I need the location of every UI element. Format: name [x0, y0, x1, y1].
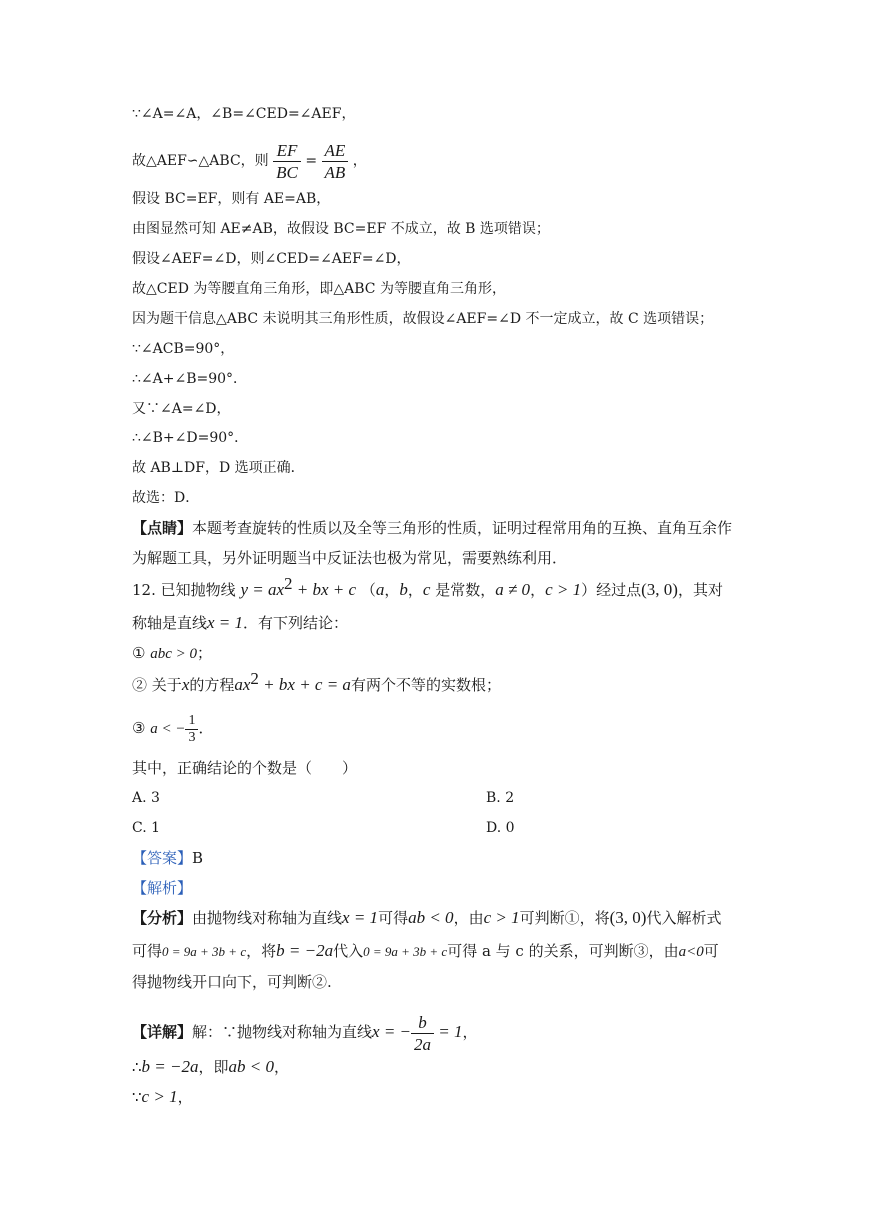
commentary-text: 本题考查旋转的性质以及全等三角形的性质，证明过程常用角的互换、直角互余作: [192, 519, 733, 537]
expression: abc > 0: [150, 646, 198, 662]
analysis-line-3: 得抛物线开口向下，可判断②.: [132, 973, 332, 991]
var-c: c: [422, 580, 431, 599]
proof-line-4: 由图显然可知 AE≠AB，故假设 BC=EF 不成立，故 B 选项错误；: [132, 221, 550, 237]
stem-text: （: [360, 581, 376, 599]
comma: ，: [352, 153, 367, 169]
conclusion-3: [132, 708, 214, 749]
condition-c: c > 1: [545, 580, 582, 599]
detail-text: ∴: [132, 1058, 142, 1076]
similar-triangles-text: 故△AEF∽△ABC，则: [132, 153, 269, 169]
analysis-text: 可得: [132, 942, 163, 960]
proof-line-11: ∴∠B+∠D=90°．: [132, 430, 249, 446]
marker-2: ②: [132, 676, 148, 694]
question-stem-line-2: [132, 613, 348, 633]
analysis-heading: 【解析】: [132, 879, 193, 897]
commentary-line-2: 为解题工具，另外证明题当中反证法也极为常见，需要熟练利用．: [132, 549, 568, 567]
analysis-text: 可判断①，将: [519, 909, 610, 927]
condition-a: a ≠ 0: [495, 580, 531, 599]
expression: a < −: [150, 721, 186, 737]
proof-line-3: 假设 BC=EF，则有 AE=AB，: [132, 191, 331, 207]
answer-value: B: [192, 849, 204, 867]
stem-text: ，其对: [677, 581, 723, 599]
detail-text: 解：∵抛物线对称轴为直线: [192, 1023, 373, 1041]
inequality: c > 1: [483, 908, 520, 927]
analysis-text: ，由: [453, 909, 484, 927]
equation: 0 = 9a + 3b + c: [363, 944, 448, 959]
detail-text: ，: [462, 1023, 478, 1041]
equation: $ax^2$ + bx + c = a: [234, 669, 351, 694]
point: (3, 0): [641, 580, 678, 599]
equals-one: = 1: [434, 1022, 463, 1041]
analysis-tag: 【分析】: [132, 909, 193, 927]
analysis-text: ，将: [246, 942, 277, 960]
point: (3, 0): [609, 908, 647, 927]
axis-equation: x = 1: [342, 908, 379, 927]
proof-line-2: [132, 138, 367, 184]
stem-text: 称轴是直线: [132, 614, 208, 632]
answer-tag: 【答案】: [132, 849, 193, 867]
axis-equation: x = 1: [207, 613, 244, 632]
proof-line-5: 假设∠AEF=∠D，则∠CED=∠AEF=∠D，: [132, 251, 411, 267]
question-prompt: 其中，正确结论的个数是（ ）: [132, 759, 358, 777]
fraction-b-over-2a: $\frac{b}{2a}$: [411, 1012, 434, 1055]
option-b: B. 2: [486, 790, 515, 806]
analysis-text: 可: [703, 942, 719, 960]
analysis-text: 可得 a 与 c 的关系，可判断③，由: [447, 942, 679, 960]
option-c: C. 1: [132, 820, 161, 836]
question-stem-line-1: [132, 574, 723, 600]
marker-3: ③: [132, 719, 146, 737]
detail-line-3: [132, 1087, 193, 1107]
commentary-line-1: [132, 518, 732, 538]
var-b: b: [399, 580, 408, 599]
stem-text: ，: [530, 581, 546, 599]
detail-text: ，即: [198, 1058, 229, 1076]
stem-text: 是常数，: [430, 581, 496, 599]
equals-sign: =: [305, 153, 318, 169]
stem-text: ．: [198, 719, 214, 737]
proof-line-10: 又∵∠A=∠D，: [132, 401, 231, 417]
equation: 0 = 9a + 3b + c: [162, 944, 247, 959]
proof-line-6: 故△CED 为等腰直角三角形，即△ABC 为等腰直角三角形，: [132, 281, 506, 297]
analysis-line-1: [132, 908, 721, 928]
proof-line-12: 故 AB⊥DF，D 选项正确．: [132, 460, 305, 476]
question-number: 12.: [132, 581, 156, 599]
fraction-one-third: $\frac{1}{3}$: [185, 713, 198, 746]
option-d: D. 0: [486, 820, 515, 836]
stem-text: 关于: [151, 676, 182, 694]
inequality: ab < 0: [228, 1057, 274, 1076]
detail-line-1: [132, 1008, 478, 1056]
axis-equation: x = −: [372, 1022, 412, 1041]
stem-text: ；: [197, 644, 213, 662]
stem-text: ）经过点: [581, 581, 642, 599]
equation: b = −2a: [141, 1057, 199, 1076]
stem-text: ，: [384, 581, 400, 599]
stem-text: 已知抛物线: [160, 581, 236, 599]
fraction-ef-bc: $\frac{EF}{BC}$: [273, 140, 301, 183]
detail-tag: 【详解】: [132, 1023, 193, 1041]
inequality: a<0: [678, 944, 704, 960]
analysis-line-2: [132, 941, 719, 962]
option-a: A. 3: [132, 790, 160, 806]
fraction-ae-ab: $\frac{AE}{AB}$: [322, 140, 349, 183]
analysis-text: 代入解析式: [646, 909, 722, 927]
proof-line-8: ∵∠ACB=90°，: [132, 341, 235, 357]
detail-text: ∵: [132, 1088, 142, 1106]
proof-line-1: ∵∠A=∠A，∠B=∠CED=∠AEF，: [132, 106, 356, 122]
stem-text: ．有下列结论：: [243, 614, 349, 632]
inequality: ab < 0: [408, 908, 454, 927]
var-x: x: [181, 675, 190, 694]
var-a: a: [375, 580, 385, 599]
substitution: b = −2a: [276, 941, 334, 960]
answer-line: [132, 848, 203, 868]
proof-line-9: ∴∠A+∠B=90°．: [132, 371, 248, 387]
inequality: c > 1: [141, 1087, 178, 1106]
stem-text: 的方程: [189, 676, 235, 694]
stem-text: 有两个不等的实数根；: [350, 676, 501, 694]
parabola-equation: $y = ax^2$ + bx + c: [240, 574, 357, 599]
analysis-text: 代入: [333, 942, 364, 960]
detail-text: ，: [177, 1088, 193, 1106]
marker-1: ①: [132, 644, 146, 662]
stem-text: ，: [407, 581, 423, 599]
analysis-text: 可得: [378, 909, 409, 927]
proof-line-13: 故选：D．: [132, 490, 200, 506]
analysis-text: 由抛物线对称轴为直线: [192, 909, 343, 927]
conclusion-1: [132, 643, 212, 664]
detail-line-2: [132, 1057, 289, 1077]
detail-text: ，: [274, 1058, 290, 1076]
commentary-tag: 【点睛】: [132, 519, 193, 537]
conclusion-2: [132, 669, 501, 695]
proof-line-7: 因为题干信息△ABC 未说明其三角形性质，故假设∠AEF=∠D 不一定成立，故 C 选项错误；: [132, 311, 714, 327]
